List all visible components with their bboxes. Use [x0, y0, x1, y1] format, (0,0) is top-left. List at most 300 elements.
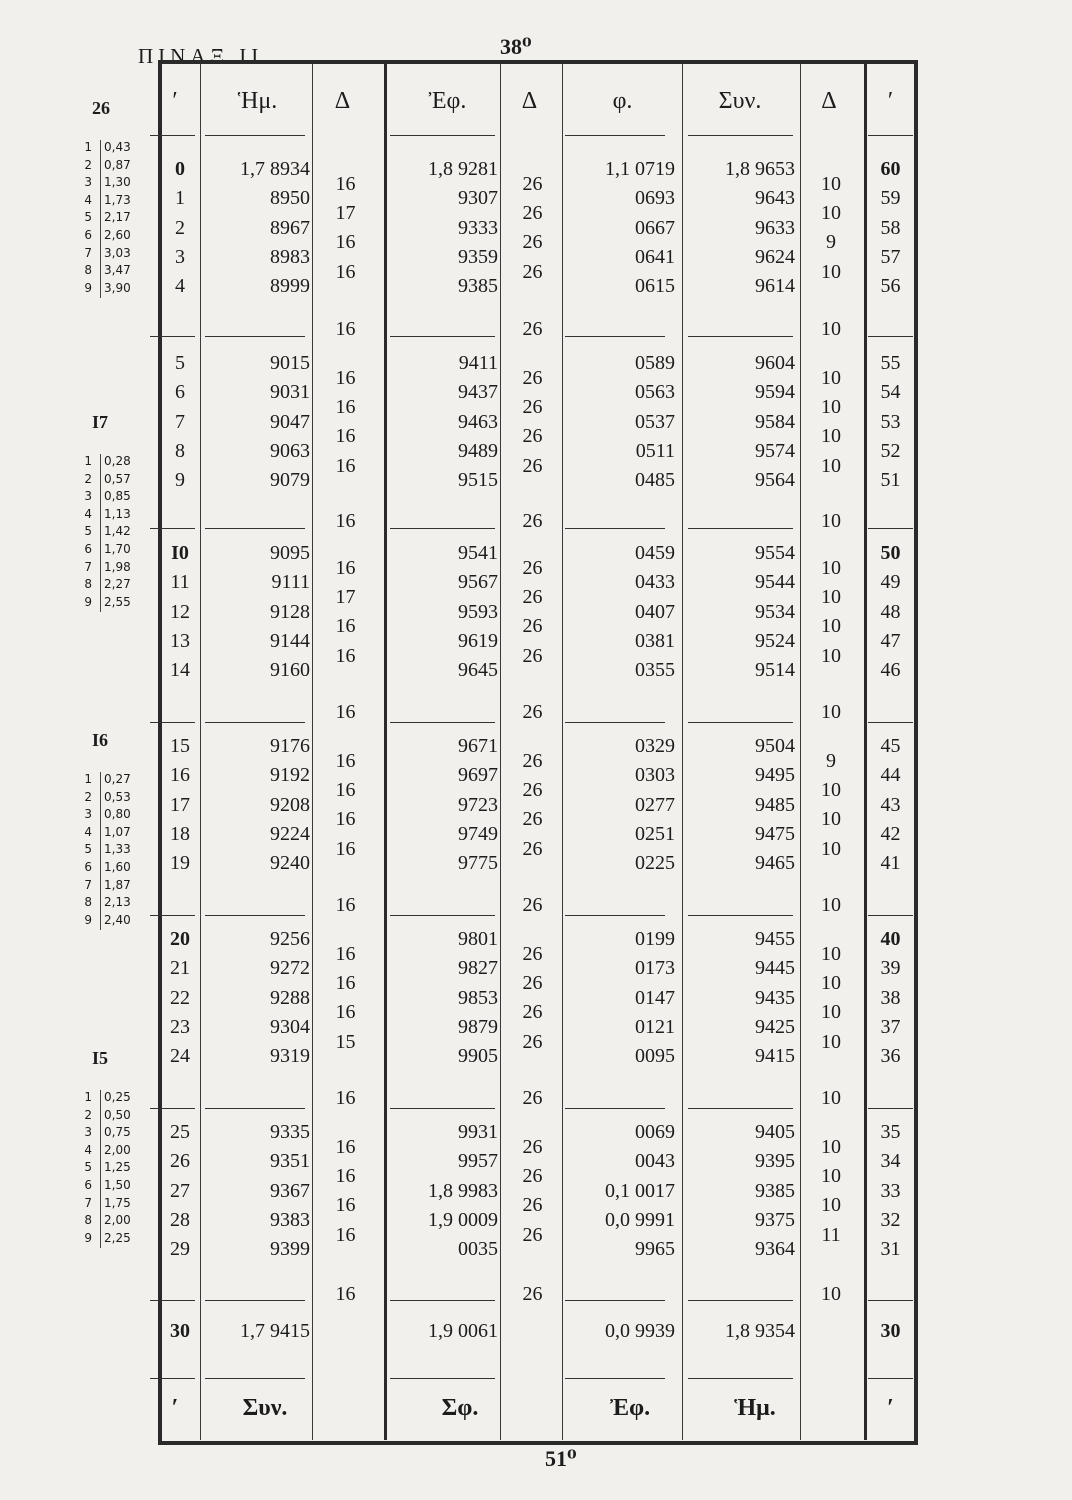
sine-difference: 17	[335, 201, 356, 224]
pp-digit: 7	[84, 245, 92, 260]
pp-digit: 2	[84, 471, 92, 486]
sine-difference: 16	[335, 894, 356, 917]
sine-difference: 16	[335, 778, 356, 801]
log-cotangent-value: 0693	[635, 187, 675, 210]
log-cotangent-value: 0459	[635, 542, 675, 564]
pp-value: 0,27	[104, 772, 131, 786]
minute-right: 56	[880, 275, 901, 298]
pp-digit: 6	[84, 860, 92, 874]
log-cotangent-value: 0433	[635, 571, 675, 594]
minute-left: 26	[170, 1150, 190, 1173]
column-rule	[500, 64, 501, 1440]
minute-right: 52	[880, 439, 901, 462]
log-cosine-value: 9395	[755, 1150, 795, 1173]
cosine-difference: 10	[821, 556, 841, 579]
minute-left: 3	[175, 245, 185, 268]
minute-right: 35	[880, 1121, 901, 1143]
tangent-difference: 26	[522, 749, 543, 772]
header-cos: Συν.	[718, 88, 762, 114]
log-cotangent-value: 0303	[635, 764, 675, 787]
log-cotangent-value: 0069	[635, 1121, 675, 1143]
pp-value: 2,55	[104, 594, 131, 609]
header-cot: φ.	[612, 88, 633, 114]
log-sine-value: 8950	[270, 187, 310, 210]
minute-right: 38	[880, 986, 901, 1009]
cosine-difference: 10	[821, 1194, 841, 1217]
group-rule	[205, 528, 305, 529]
log-tangent-value: 9645	[458, 659, 498, 682]
pp-digit: 2	[84, 789, 92, 804]
minute-left: 29	[170, 1238, 190, 1261]
log-cosine-value: 9405	[755, 1121, 795, 1143]
group-rule	[868, 135, 913, 136]
minute-left: 13	[170, 629, 190, 652]
pp-digit: 7	[84, 877, 92, 892]
log-sine-value: 9031	[270, 381, 310, 404]
log-sine-value: 9335	[270, 1121, 310, 1143]
group-rule	[390, 135, 495, 136]
log-sine-value: 1,7 9415	[240, 1320, 310, 1342]
tangent-difference: 26	[522, 556, 543, 579]
pp-value: 0,25	[104, 1090, 131, 1104]
pp-value: 2,27	[104, 577, 131, 592]
pp-value: 2,60	[104, 228, 131, 242]
minute-left: 22	[170, 986, 190, 1009]
log-tangent-value: 9749	[458, 822, 498, 845]
group-rule	[205, 135, 305, 136]
sine-difference: 16	[335, 395, 356, 418]
tangent-difference: 26	[522, 585, 543, 608]
pp-value: 1,75	[104, 1195, 131, 1210]
group-rule	[205, 336, 305, 337]
pp-value: 2,17	[104, 210, 131, 225]
log-sine-value: 9015	[270, 352, 310, 374]
footer-min_left: ′	[171, 1395, 179, 1421]
log-cosine-value: 9475	[755, 822, 795, 845]
pp-digit: 9	[84, 280, 92, 295]
log-cotangent-value: 0199	[635, 928, 675, 950]
pp-value: 1,33	[104, 842, 131, 857]
cosine-difference: 9	[826, 749, 836, 772]
log-cosine-value: 9364	[755, 1238, 795, 1261]
log-tangent-value: 9489	[458, 439, 498, 462]
footer-min_right: ′	[887, 1395, 894, 1421]
pp-value: 3,47	[104, 263, 131, 278]
tangent-difference: 26	[522, 1030, 543, 1053]
group-rule	[868, 1378, 913, 1379]
log-tangent-value: 9827	[458, 957, 498, 980]
sine-difference: 16	[335, 749, 356, 772]
log-sine-value: 9288	[270, 986, 310, 1009]
column-rule	[384, 64, 387, 1440]
log-tangent-value: 9385	[458, 275, 498, 298]
minute-left: 6	[175, 381, 185, 404]
minute-right: 43	[880, 793, 901, 816]
log-cotangent-value: 0537	[635, 410, 675, 433]
minute-right: 47	[880, 629, 901, 652]
group-rule	[868, 528, 913, 529]
pp-digit: 6	[84, 542, 92, 556]
sine-difference: 16	[335, 260, 356, 283]
header-min_right: ′	[887, 88, 894, 114]
log-tangent-value: 9697	[458, 764, 498, 787]
pp-digit: 9	[84, 594, 92, 609]
group-rule	[150, 1378, 195, 1379]
pp-digit: 8	[84, 1213, 92, 1228]
log-tangent-value: 0035	[458, 1238, 498, 1261]
sine-difference: 17	[335, 585, 356, 608]
pp-digit: 1	[84, 772, 92, 786]
pp-divider	[100, 454, 101, 612]
group-rule	[688, 722, 793, 723]
pp-divider	[100, 772, 101, 930]
group-rule	[868, 1108, 913, 1109]
sine-difference: 16	[335, 971, 356, 994]
column-rule	[682, 64, 683, 1440]
pp-digit: 2	[84, 157, 92, 172]
pp-digit: 4	[84, 506, 92, 521]
log-cosine-value: 9544	[755, 571, 795, 594]
group-rule	[390, 915, 495, 916]
log-sine-value: 9351	[270, 1150, 310, 1173]
minute-left: 0	[175, 158, 185, 180]
pp-digit: 3	[84, 489, 92, 504]
cosine-difference: 10	[821, 1283, 841, 1306]
minute-right: 39	[880, 957, 901, 980]
group-rule	[868, 336, 913, 337]
log-tangent-value: 9723	[458, 793, 498, 816]
log-sine-value: 9224	[270, 822, 310, 845]
tangent-difference: 26	[522, 231, 543, 254]
minute-left: 23	[170, 1015, 190, 1038]
pp-digit: 5	[84, 1160, 92, 1175]
minute-left: 7	[175, 410, 185, 433]
log-cotangent-value: 0407	[635, 600, 675, 623]
log-cotangent-value: 9965	[635, 1238, 675, 1261]
log-cosine-value: 9465	[755, 852, 795, 875]
log-cosine-value: 9564	[755, 469, 795, 492]
log-tangent-value: 9853	[458, 986, 498, 1009]
column-rule	[800, 64, 801, 1440]
minute-left: 2	[175, 216, 185, 239]
group-rule	[390, 1378, 495, 1379]
sine-difference: 16	[335, 1283, 356, 1306]
log-cotangent-value: 0173	[635, 957, 675, 980]
sine-difference: 16	[335, 317, 356, 340]
cosine-difference: 10	[821, 894, 841, 917]
cosine-difference: 10	[821, 454, 841, 477]
minute-left: 21	[170, 957, 190, 980]
minute-left: 30	[170, 1320, 190, 1342]
group-rule	[688, 915, 793, 916]
pp-digit: 1	[84, 454, 92, 468]
log-cotangent-value: 0,0 9991	[605, 1208, 675, 1231]
log-sine-value: 9111	[271, 571, 310, 594]
log-cosine-value: 9643	[755, 187, 795, 210]
pp-value: 0,43	[104, 140, 131, 154]
group-rule	[868, 1300, 913, 1301]
minute-left: 1	[175, 187, 185, 210]
sine-difference: 16	[335, 942, 356, 965]
cosine-difference: 10	[821, 172, 841, 195]
cosine-difference: 10	[821, 1135, 841, 1158]
header-d3: Δ	[821, 88, 837, 114]
sine-difference: 16	[335, 231, 356, 254]
tangent-difference: 26	[522, 1001, 543, 1024]
sine-difference: 16	[335, 1223, 356, 1246]
log-cosine-value: 9584	[755, 410, 795, 433]
log-tangent-value: 9515	[458, 469, 498, 492]
minute-left: 27	[170, 1179, 190, 1202]
minute-left: 12	[170, 600, 190, 623]
log-cotangent-value: 0121	[635, 1015, 675, 1038]
group-rule	[565, 1300, 665, 1301]
group-rule	[150, 722, 195, 723]
cosine-difference: 9	[826, 231, 836, 254]
sine-difference: 16	[335, 366, 356, 389]
log-cotangent-value: 0147	[635, 986, 675, 1009]
log-sine-value: 9160	[270, 659, 310, 682]
log-cotangent-value: 0043	[635, 1150, 675, 1173]
minute-left: 25	[170, 1121, 190, 1143]
column-rule	[864, 64, 867, 1440]
minute-left: 8	[175, 439, 185, 462]
minute-right: 50	[880, 542, 901, 564]
sine-difference: 16	[335, 509, 356, 532]
minute-left: 18	[170, 822, 190, 845]
tangent-difference: 26	[522, 1164, 543, 1187]
group-rule	[868, 915, 913, 916]
pp-digit: 1	[84, 140, 92, 154]
log-tangent-value: 9957	[458, 1150, 498, 1173]
cosine-difference: 10	[821, 1164, 841, 1187]
log-cotangent-value: 0277	[635, 793, 675, 816]
cosine-difference: 11	[821, 1223, 841, 1246]
minute-left: 19	[170, 852, 190, 875]
cosine-difference: 10	[821, 201, 841, 224]
group-rule	[205, 722, 305, 723]
minute-right: 49	[880, 571, 901, 594]
pp-value: 0,57	[104, 471, 131, 486]
minute-right: 31	[880, 1238, 901, 1261]
pp-value: 1,13	[104, 506, 131, 521]
tangent-difference: 26	[522, 615, 543, 638]
log-cotangent-value: 0641	[635, 245, 675, 268]
column-rule	[200, 64, 201, 1440]
sine-difference: 16	[335, 1164, 356, 1187]
pp-digit: 6	[84, 1178, 92, 1192]
pp-digit: 1	[84, 1090, 92, 1104]
pp-digit: 4	[84, 824, 92, 839]
log-tangent-value: 9879	[458, 1015, 498, 1038]
tangent-difference: 26	[522, 1223, 543, 1246]
column-rule	[562, 64, 563, 1440]
log-tangent-value: 9619	[458, 629, 498, 652]
group-rule	[688, 528, 793, 529]
top-degree-label: 38⁰	[500, 34, 532, 59]
pp-value: 1,30	[104, 175, 131, 190]
minute-right: 55	[880, 352, 901, 374]
minute-right: 46	[880, 659, 901, 682]
log-cotangent-value: 0329	[635, 735, 675, 757]
tangent-difference: 26	[522, 509, 543, 532]
pp-value: 0,53	[104, 789, 131, 804]
group-rule	[688, 1378, 793, 1379]
tangent-difference: 26	[522, 317, 543, 340]
log-cosine-value: 1,8 9354	[725, 1320, 795, 1342]
log-cosine-value: 9435	[755, 986, 795, 1009]
sine-difference: 16	[335, 1001, 356, 1024]
minute-right: 57	[880, 245, 901, 268]
minute-left: 5	[175, 352, 185, 374]
log-cotangent-value: 0485	[635, 469, 675, 492]
bottom-degree-label: 51⁰	[545, 1446, 577, 1471]
log-tangent-value: 1,8 9983	[428, 1179, 498, 1202]
cosine-difference: 10	[821, 395, 841, 418]
group-rule	[390, 1300, 495, 1301]
tangent-difference: 26	[522, 942, 543, 965]
minute-left: 24	[170, 1045, 190, 1068]
log-cosine-value: 9385	[755, 1179, 795, 1202]
log-tangent-value: 1,9 0009	[428, 1208, 498, 1231]
cosine-difference: 10	[821, 260, 841, 283]
log-sine-value: 9063	[270, 439, 310, 462]
group-rule	[150, 1300, 195, 1301]
log-cosine-value: 9375	[755, 1208, 795, 1231]
cosine-difference: 10	[821, 971, 841, 994]
group-rule	[688, 1108, 793, 1109]
log-cosine-value: 9445	[755, 957, 795, 980]
log-cosine-value: 9574	[755, 439, 795, 462]
sine-difference: 16	[335, 425, 356, 448]
log-cosine-value: 9594	[755, 381, 795, 404]
cosine-difference: 10	[821, 425, 841, 448]
pp-value: 0,87	[104, 157, 131, 172]
log-tangent-value: 9931	[458, 1121, 498, 1143]
group-rule	[205, 1378, 305, 1379]
log-cotangent-value: 0589	[635, 352, 675, 374]
log-cosine-value: 9425	[755, 1015, 795, 1038]
log-cotangent-value: 0511	[635, 439, 675, 462]
pp-digit: 7	[84, 1195, 92, 1210]
sine-difference: 16	[335, 1087, 356, 1110]
header-d2: Δ	[521, 88, 538, 114]
group-rule	[565, 915, 665, 916]
tangent-difference: 26	[522, 395, 543, 418]
sine-difference: 16	[335, 808, 356, 831]
group-rule	[150, 915, 195, 916]
cosine-difference: 10	[821, 701, 841, 724]
group-rule	[205, 915, 305, 916]
sine-difference: 16	[335, 556, 356, 579]
log-tangent-value: 9307	[458, 187, 498, 210]
minute-left: 20	[170, 928, 190, 950]
pp-block-head: 26	[92, 98, 110, 118]
group-rule	[565, 1378, 665, 1379]
tangent-difference: 26	[522, 1283, 543, 1306]
log-sine-value: 9367	[270, 1179, 310, 1202]
minute-right: 44	[880, 764, 901, 787]
group-rule	[688, 1300, 793, 1301]
pp-value: 3,90	[104, 280, 131, 295]
log-cotangent-value: 0381	[635, 629, 675, 652]
pp-digit: 6	[84, 228, 92, 242]
group-rule	[150, 135, 195, 136]
log-cosine-value: 9415	[755, 1045, 795, 1068]
minute-right: 33	[880, 1179, 901, 1202]
log-sine-value: 8983	[270, 245, 310, 268]
pp-value: 1,50	[104, 1178, 131, 1192]
cosine-difference: 10	[821, 1030, 841, 1053]
footer-tan: Σφ.	[441, 1395, 479, 1421]
tangent-difference: 26	[522, 644, 543, 667]
pp-digit: 8	[84, 263, 92, 278]
pp-digit: 3	[84, 1125, 92, 1140]
pp-digit: 9	[84, 912, 92, 927]
cosine-difference: 10	[821, 1087, 841, 1110]
log-cosine-value: 9514	[755, 659, 795, 682]
group-rule	[390, 336, 495, 337]
log-cotangent-value: 0,0 9939	[605, 1320, 675, 1342]
minute-right: 54	[880, 381, 901, 404]
log-tangent-value: 9567	[458, 571, 498, 594]
minute-right: 60	[880, 158, 901, 180]
minute-right: 51	[880, 469, 901, 492]
log-sine-value: 9128	[270, 600, 310, 623]
tangent-difference: 26	[522, 837, 543, 860]
cosine-difference: 10	[821, 615, 841, 638]
log-cosine-value: 9554	[755, 542, 795, 564]
group-rule	[565, 1108, 665, 1109]
log-sine-value: 9399	[270, 1238, 310, 1261]
log-sine-value: 9304	[270, 1015, 310, 1038]
tangent-difference: 26	[522, 778, 543, 801]
header-sin: Ἡμ.	[237, 88, 278, 114]
sine-difference: 16	[335, 172, 356, 195]
log-tangent-value: 9671	[458, 735, 498, 757]
tangent-difference: 26	[522, 454, 543, 477]
minute-right: 30	[880, 1320, 901, 1342]
footer-sin: Συν.	[242, 1395, 288, 1421]
minute-left: 11	[170, 571, 190, 594]
tangent-difference: 26	[522, 201, 543, 224]
minute-right: 42	[880, 822, 901, 845]
sine-difference: 16	[335, 701, 356, 724]
log-cotangent-value: 0225	[635, 852, 675, 875]
log-cotangent-value: 0095	[635, 1045, 675, 1068]
pp-digit: 8	[84, 895, 92, 910]
log-tangent-value: 9541	[458, 542, 498, 564]
tangent-difference: 26	[522, 894, 543, 917]
column-rule	[312, 64, 313, 1440]
log-cosine-value: 9604	[755, 352, 795, 374]
footer-cot: Ἐφ.	[609, 1395, 651, 1421]
log-sine-value: 9176	[270, 735, 310, 757]
pp-value: 1,73	[104, 192, 131, 207]
minute-left: 16	[170, 764, 190, 787]
group-rule	[688, 135, 793, 136]
tangent-difference: 26	[522, 366, 543, 389]
log-sine-value: 9192	[270, 764, 310, 787]
pp-value: 2,40	[104, 912, 131, 927]
cosine-difference: 10	[821, 837, 841, 860]
tangent-difference: 26	[522, 971, 543, 994]
cosine-difference: 10	[821, 942, 841, 965]
pp-value: 0,28	[104, 454, 131, 468]
minute-left: 4	[175, 275, 185, 298]
log-sine-value: 9095	[270, 542, 310, 564]
log-tangent-value: 9801	[458, 928, 498, 950]
